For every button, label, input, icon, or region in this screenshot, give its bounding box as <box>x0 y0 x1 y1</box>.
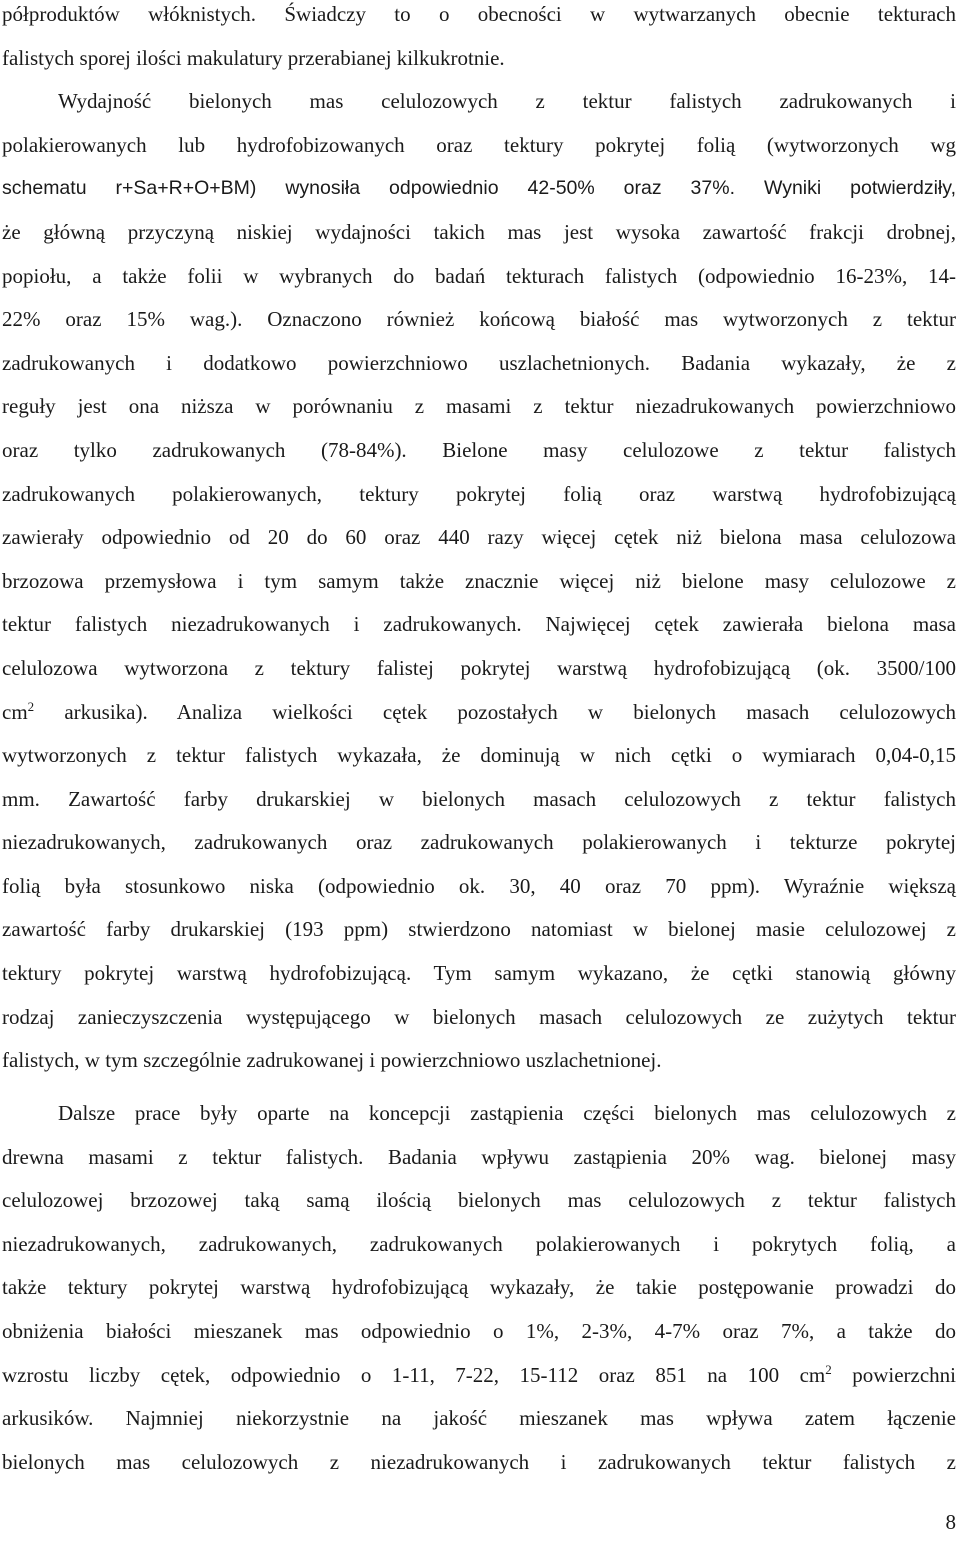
text-line: celulozowej brzozowej taką samą ilością bielonych mas celulozowych z tektur falistych <box>2 1188 956 1213</box>
text-line: oraz tylko zadrukowanych (78-84%). Bielone masy celulozowe z tektur falistych <box>2 437 956 462</box>
text-line: także tektury pokrytej warstwą hydrofobizującą wykazały, że takie postępowanie prowadzi do <box>2 1275 956 1300</box>
text-line: mm. Zawartość farby drukarskiej w bielonych masach celulozowych z tektur falistych <box>2 786 956 811</box>
text-line: tektury pokrytej warstwą hydrofobizującą. Tym samym wykazano, że cętki stanowią główny <box>2 961 956 986</box>
paragraph-2 <box>2 1092 956 1484</box>
text-line: schematu r+Sa+R+O+BM) wynosiła odpowiednio 42-50% oraz 37%. Wyniki potwierdziły, <box>2 177 956 200</box>
text-line: zadrukowanych polakierowanych, tektury pokrytej folią oraz warstwą hydrofobizującą <box>2 481 956 506</box>
text-line: drewna masami z tektur falistych. Badania wpływu zastąpienia 20% wag. bielonej masy <box>2 1144 956 1169</box>
text-line: tektur falistych niezadrukowanych i zadrukowanych. Najwięcej cętek zawierała bielona masa <box>2 612 956 637</box>
text-line: zadrukowanych i dodatkowo powierzchniowo uszlachetnionych. Badania wykazały, że z <box>2 350 956 375</box>
superscript: 2 <box>27 698 35 714</box>
text-line: zawartość farby drukarskiej (193 ppm) stwierdzono natomiast w bielonej masie celulozowej z <box>2 917 956 942</box>
text-line: że główną przyczyną niskiej wydajności takich mas jest wysoka zawartość frakcji drobnej, <box>2 219 956 244</box>
text-line: brzozowa przemysłowa i tym samym także znacznie więcej niż bielone masy celulozowe z <box>2 568 956 593</box>
text-line: reguły jest ona niższa w porównaniu z masami z tektur niezadrukowanych powierzchniowo <box>2 394 956 419</box>
text-line: arkusików. Najmniej niekorzystnie na jakość mieszanek mas wpływa zatem łączenie <box>2 1406 956 1431</box>
paragraph-1 <box>2 0 956 1083</box>
text-line: wytworzonych z tektur falistych wykazała, że dominują w nich cętki o wymiarach 0,04-0,15 <box>2 743 956 768</box>
page-number: 8 <box>945 1510 956 1534</box>
text-line: zawierały odpowiednio od 20 do 60 oraz 440 razy więcej cętek niż bielona masa celulozowa <box>2 525 956 550</box>
superscript: 2 <box>825 1361 832 1377</box>
text-line: falistych sporej ilości makulatury przerabianej kilkukrotnie. <box>2 45 505 70</box>
text-line: niezadrukowanych, zadrukowanych, zadrukowanych polakierowanych i pokrytych folią, a <box>2 1231 956 1256</box>
text-line: Wydajność bielonych mas celulozowych z tektur falistych zadrukowanych i <box>58 89 956 114</box>
text-line: wzrostu liczby cętek, odpowiednio o 1-11, 7-22, 15-112 oraz 851 na 100 $cm^2$ powierzchni <box>2 1361 956 1387</box>
text-line: bielonych mas celulozowych z niezadrukowanych i zadrukowanych tektur falistych z <box>2 1449 956 1474</box>
text-line: $cm^2$ arkusika). Analiza wielkości cętek pozostałych w bielonych masach celulozowych <box>2 698 956 724</box>
text-line: folią była stosunkowo niska (odpowiednio ok. 30, 40 oraz 70 ppm). Wyraźnie większą <box>2 873 956 898</box>
text-line: obniżenia białości mieszanek mas odpowiednio o 1%, 2-3%, 4-7% oraz 7%, a także do <box>2 1318 956 1343</box>
text-line: falistych, w tym szczególnie zadrukowanej i powierzchniowo uszlachetnionej. <box>2 1048 662 1073</box>
text-line: Dalsze prace były oparte na koncepcji zastąpienia części bielonych mas celulozowych z <box>58 1101 956 1125</box>
text-line: półproduktów włóknistych. Świadczy to o obecności w wytwarzanych obecnie tekturach <box>2 2 956 26</box>
text-line: rodzaj zanieczyszczenia występującego w bielonych masach celulozowych ze zużytych tektur <box>2 1004 956 1029</box>
text-line: popiołu, a także folii w wybranych do badań tekturach falistych (odpowiednio 16-23%, 14- <box>2 263 956 288</box>
text-line: niezadrukowanych, zadrukowanych oraz zadrukowanych polakierowanych i tekturze pokrytej <box>2 830 956 855</box>
text-line: celulozowa wytworzona z tektury falistej pokrytej warstwą hydrofobizującą (ok. 3500/100 <box>2 655 956 680</box>
text-line: 22% oraz 15% wag.). Oznaczono również końcową białość mas wytworzonych z tektur <box>2 307 956 332</box>
text-line: polakierowanych lub hydrofobizowanych oraz tektury pokrytej folią (wytworzonych wg <box>2 132 956 157</box>
